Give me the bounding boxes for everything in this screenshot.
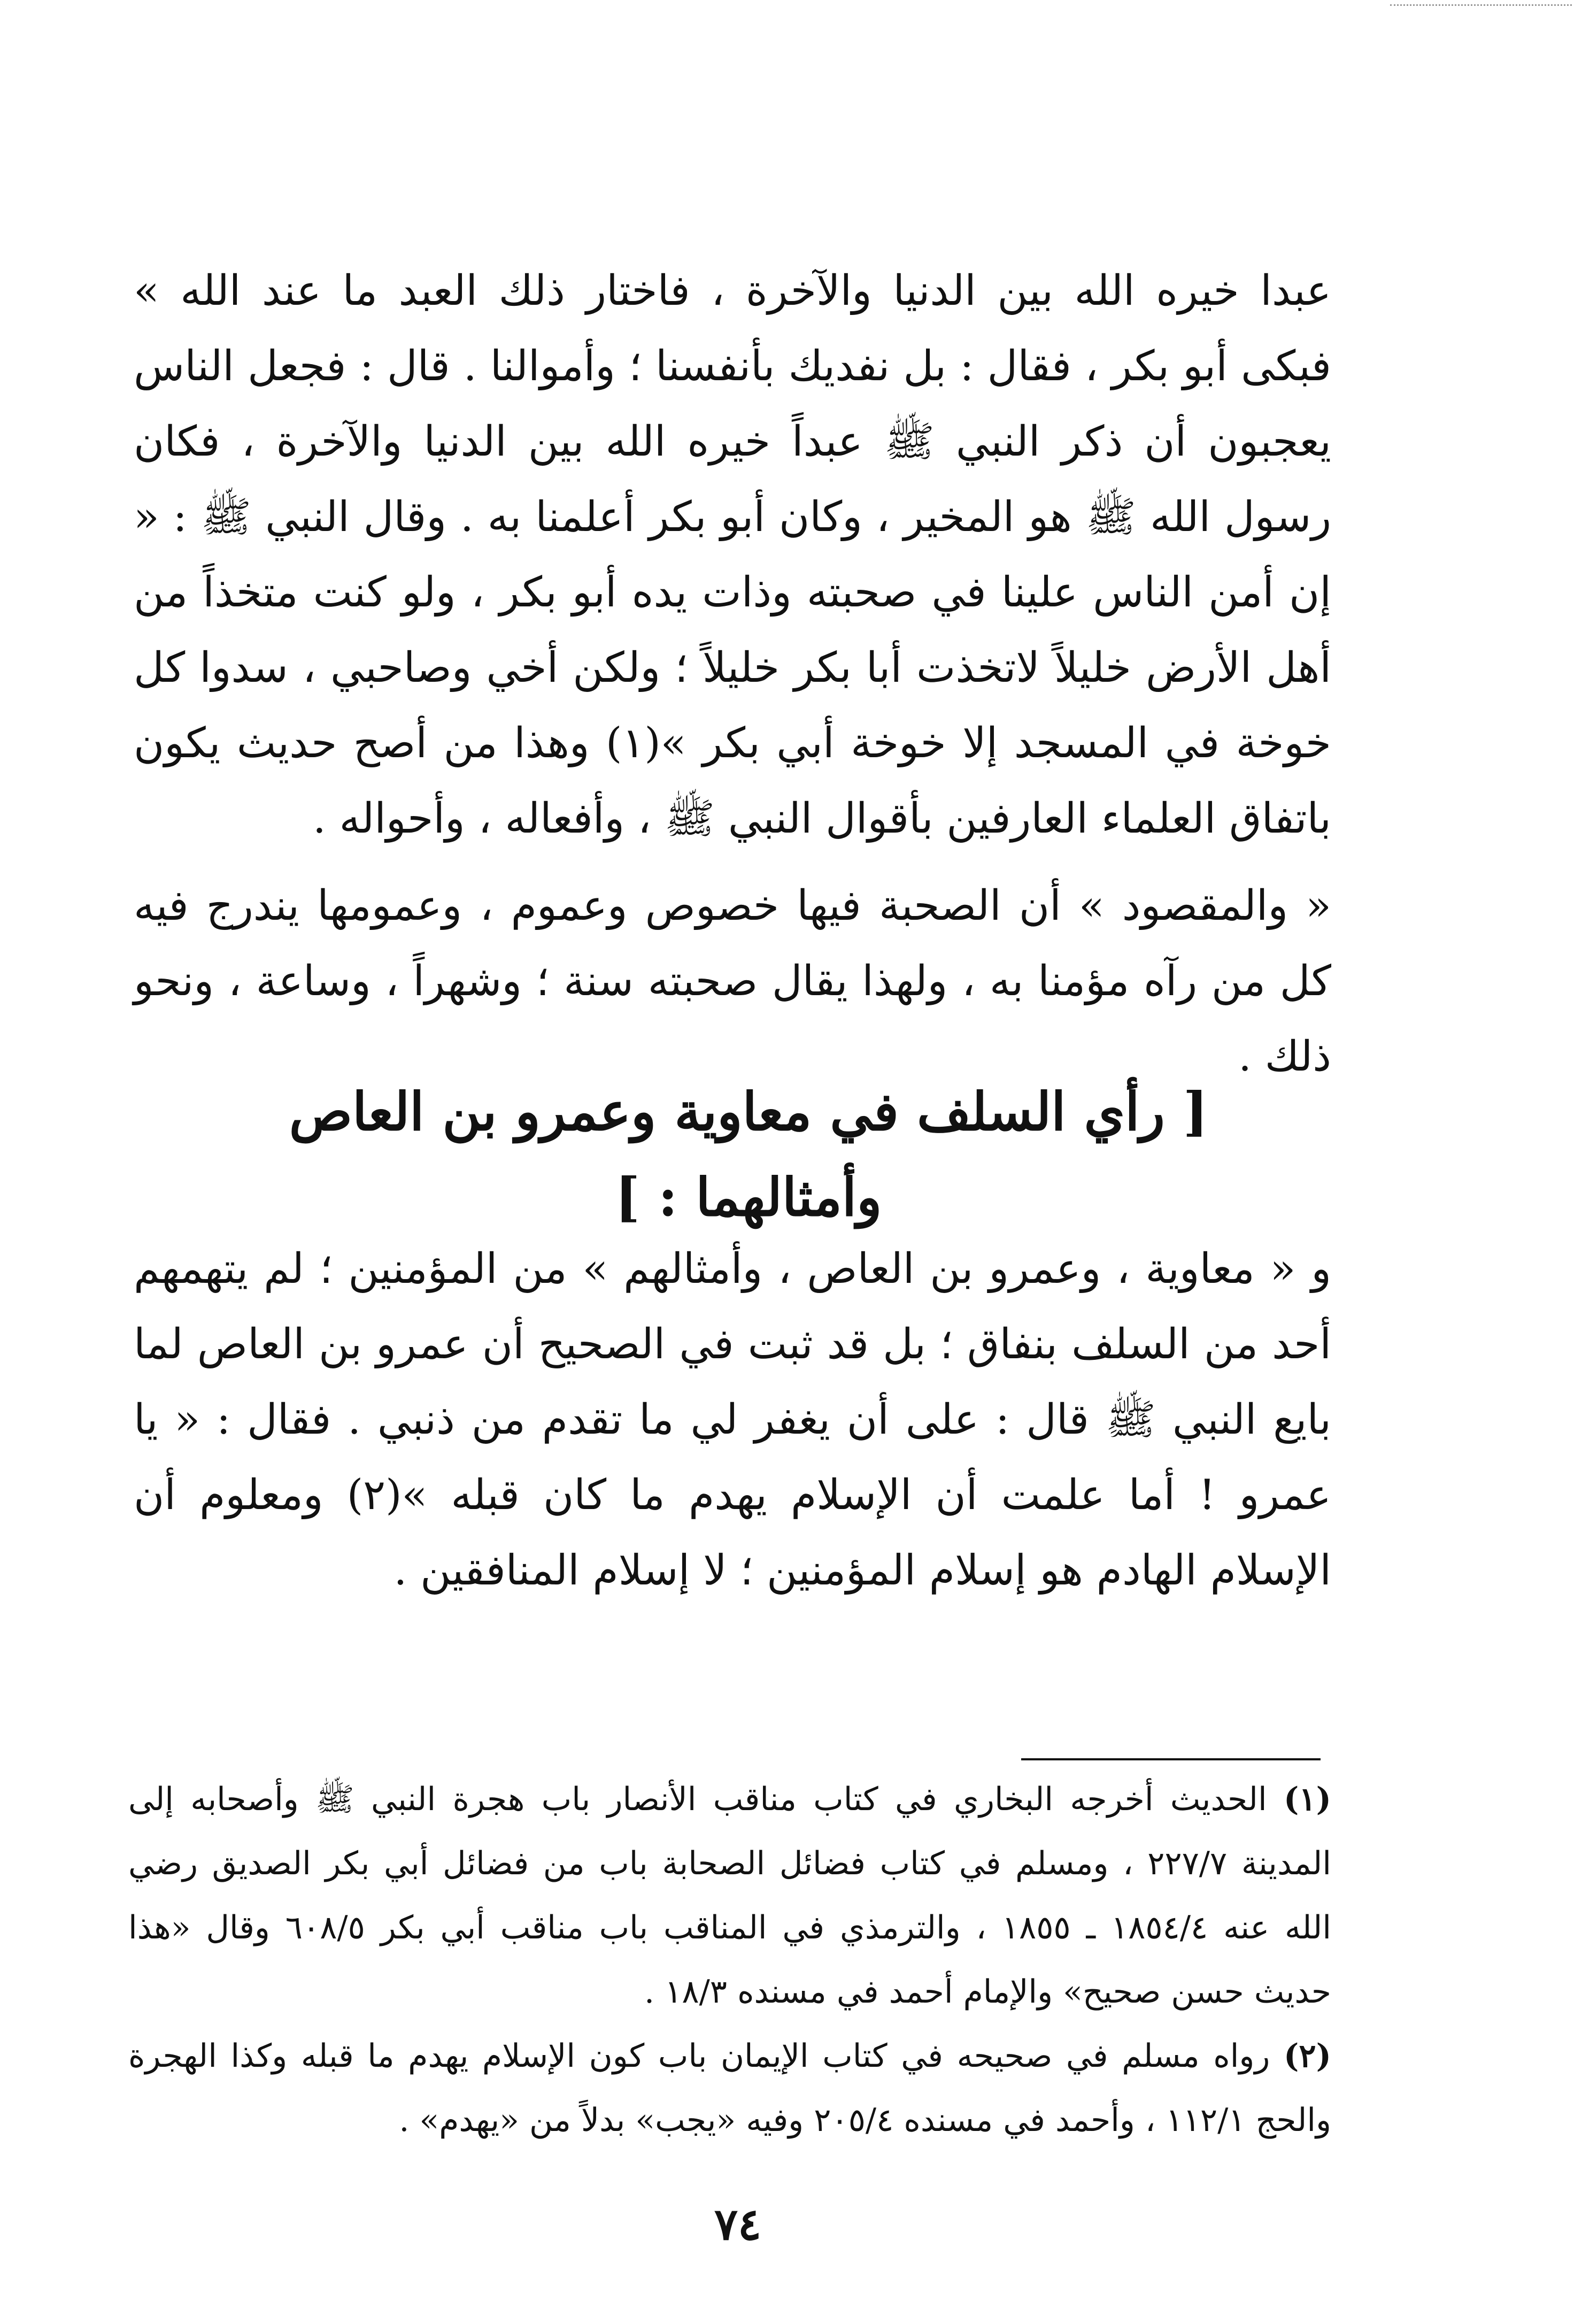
footnote-2-text: رواه مسلم في صحيحه في كتاب الإيمان باب كون الإسلام يهدم ما قبله وكذا الهجرة والحج ١١٢/١ ، وأحمد في مسنده ٢٠٥/٤ وفيه «يجب» بدلاً من «يهدم» . bbox=[128, 2037, 1331, 2139]
footnotes bbox=[128, 1767, 1331, 2152]
body-paragraph-2: « والمقصود » أن الصحبة فيها خصوص وعموم ، وعمومها يندرج فيه كل من رآه مؤمنا به ، ولهذا يقال صحبته سنة ؛ وشهراً ، وساعة ، ونحو ذلك . bbox=[134, 882, 1331, 1081]
footnote-2-number: (٢) bbox=[1283, 2037, 1331, 2075]
footnote-2 bbox=[128, 2024, 1331, 2152]
footnote-1-text: الحديث أخرجه البخاري في كتاب مناقب الأنصار باب هجرة النبي ﷺ وأصحابه إلى المدينة ٢٢٧/٧ ، ومسلم في كتاب فضائل الصحابة باب من فضائل أبي بكر الصديق رضي الله عنه ١٨٥٤/٤ ـ ١٨٥٥ ، والترمذي في المناقب باب مناقب أبي بكر ٦٠٨/٥ وقال «هذا حديث حسن صحيح» والإمام أحمد في مسنده ١٨/٣ . bbox=[128, 1781, 1332, 2011]
footnote-1-number: (١) bbox=[1284, 1781, 1332, 1818]
section-heading: [ رأي السلف في معاوية وعمرو بن العاص وأمثالهما : ] bbox=[289, 1081, 1208, 1228]
footnote-1 bbox=[128, 1767, 1331, 2024]
page-number: ٧٤ bbox=[714, 2199, 762, 2250]
body-paragraph-3: و « معاوية ، وعمرو بن العاص ، وأمثالهم » من المؤمنين ؛ لم يتهمهم أحد من السلف بنفاق ؛ بل قد ثبت في الصحيح أن عمرو بن العاص لما بايع النبي ﷺ قال : على أن يغفر لي ما تقدم من ذنبي . فقال : « يا عمرو ! أما علمت أن الإسلام يهدم ما كان قبله »(٢) ومعلوم أن الإسلام الهادم هو إسلام المؤمنين ؛ لا إسلام المنافقين . bbox=[134, 1245, 1331, 1595]
footnote-separator bbox=[1021, 1758, 1321, 1760]
body-paragraph-1: عبدا خيره الله بين الدنيا والآخرة ، فاختار ذلك العبد ما عند الله » فبكى أبو بكر ، فقال : بل نفديك بأنفسنا ؛ وأموالنا . قال : فجعل الناس يعجبون أن ذكر النبي ﷺ عبداً خيره الله بين الدنيا والآخرة ، فكان رسول الله ﷺ هو المخير ، وكان أبو بكر أعلمنا به . وقال النبي ﷺ : « إن أمن الناس علينا في صحبته وذات يده أبو بكر ، ولو كنت متخذاً من أهل الأرض خليلاً لاتخذت أبا بكر خليلاً ؛ ولكن أخي وصاحبي ، سدوا كل خوخة في المسجد إلا خوخة أبي بكر »(١) وهذا من أصح حديث يكون باتفاق العلماء العارفين بأقوال النبي ﷺ ، وأفعاله ، وأحواله . bbox=[134, 267, 1331, 843]
